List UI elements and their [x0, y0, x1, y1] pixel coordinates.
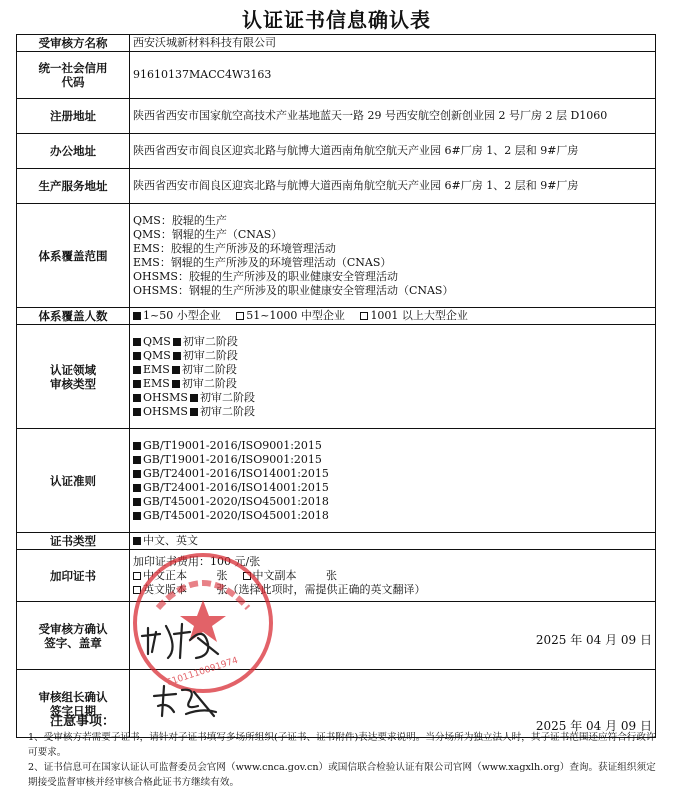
checkbox-checked-icon[interactable] — [173, 338, 181, 346]
checkbox-checked-icon[interactable] — [133, 512, 141, 520]
checkbox-checked-icon[interactable] — [133, 537, 141, 545]
en-copy-note: （选择此项时，需提供正确的英文翻译） — [227, 582, 426, 596]
production-address-text: 陕西省西安市阎良区迎宾北路与航博大道西南角航空航天产业园 6#厂房 1、2 层和 9#厂房 — [133, 179, 579, 192]
row-credit-code — [17, 52, 656, 99]
audit-system: EMS — [143, 376, 170, 390]
audit-stage: 初审二阶段 — [199, 404, 255, 418]
production-address-label: 生产服务地址 — [17, 169, 130, 204]
audit-stage: 初审二阶段 — [199, 390, 255, 404]
extra-cert-label: 加印证书 — [17, 550, 130, 602]
row-production-address — [17, 169, 656, 204]
checkbox-empty-icon[interactable] — [243, 572, 251, 580]
row-reg-address — [17, 99, 656, 134]
audit-stage: 初审二阶段 — [181, 362, 237, 376]
standard-text: GB/T24001-2016/ISO14001:2015 — [143, 480, 329, 494]
audit-type-item[interactable] — [133, 349, 652, 363]
audit-type-label-line2: 审核类型 — [50, 376, 96, 391]
checkbox-empty-icon[interactable] — [236, 312, 244, 320]
scope-list — [130, 204, 656, 308]
checkbox-checked-icon[interactable] — [133, 442, 141, 450]
extra-cert-cn-row — [133, 569, 652, 583]
confirmation-form-table — [16, 34, 656, 738]
auditee-confirm-label-line1: 受审核方确认 — [38, 621, 108, 636]
headcount-option-large[interactable] — [360, 309, 468, 322]
checkbox-checked-icon[interactable] — [133, 380, 141, 388]
row-audit-type — [17, 325, 656, 429]
audit-type-item[interactable] — [133, 335, 652, 349]
extra-cert-options — [130, 550, 656, 602]
audit-type-list — [130, 325, 656, 429]
en-copy-label: 英文版本 — [143, 582, 187, 596]
en-copy-unit: 张 — [216, 582, 228, 596]
standard-text: GB/T19001-2016/ISO9001:2015 — [143, 452, 322, 466]
row-cert-type — [17, 533, 656, 550]
leader-confirm-label-line1: 审核组长确认 — [38, 689, 108, 704]
credit-code-label-line1: 统一社会信用 — [38, 61, 108, 75]
row-auditee — [17, 35, 656, 52]
audit-system: OHSMS — [143, 404, 188, 418]
notes-section — [28, 714, 658, 790]
extra-cert-en-row — [133, 583, 652, 597]
office-address-value — [130, 134, 656, 169]
auditee-date-text: 2025 年 04 月 09 日 — [535, 632, 652, 647]
headcount-options — [130, 308, 656, 325]
checkbox-empty-icon[interactable] — [133, 586, 141, 594]
standard-text: GB/T45001-2020/ISO45001:2018 — [143, 508, 329, 522]
checkbox-checked-icon[interactable] — [133, 498, 141, 506]
headcount-option-label: 1001 以上大型企业 — [370, 309, 468, 322]
row-scope — [17, 204, 656, 308]
scope-item: QMS：钢辊的生产（CNAS） — [133, 227, 283, 241]
checkbox-checked-icon[interactable] — [133, 352, 141, 360]
notes-title: 注意事项： — [50, 714, 116, 729]
auditee-confirm-label — [17, 602, 130, 670]
checkbox-checked-icon[interactable] — [133, 456, 141, 464]
audit-type-item[interactable] — [133, 377, 652, 391]
note-item: 1、受审核方若需要子证书，请针对子证书填写多场所组织(子证书、证书附件)表达要求说明。当分场所为独立法人时，其子证书范围还应符合行政许可要求。 — [28, 732, 656, 758]
audit-stage: 初审二阶段 — [182, 348, 238, 362]
audit-type-item[interactable] — [133, 363, 652, 377]
checkbox-checked-icon[interactable] — [133, 312, 141, 320]
standards-list — [130, 429, 656, 533]
credit-code-label-line2: 代码 — [61, 75, 85, 89]
standard-item[interactable] — [133, 481, 652, 495]
checkbox-checked-icon[interactable] — [133, 470, 141, 478]
row-extra-cert — [17, 550, 656, 602]
scope-item: OHSMS：胶辊的生产所涉及的职业健康安全管理活动 — [133, 269, 398, 283]
cn-dup-unit: 张 — [326, 568, 337, 582]
seal-code: 6101110091974 — [165, 655, 240, 689]
audit-stage: 初审二阶段 — [182, 334, 238, 348]
checkbox-checked-icon[interactable] — [133, 338, 141, 346]
auditee-confirm-date — [130, 602, 656, 670]
cert-type-value[interactable] — [130, 533, 656, 550]
row-auditee-confirm — [17, 602, 656, 670]
headcount-option-label: 51~1000 中型企业 — [246, 309, 345, 322]
audit-system: OHSMS — [143, 390, 188, 404]
checkbox-empty-icon[interactable] — [360, 312, 368, 320]
standard-item[interactable] — [133, 453, 652, 467]
auditee-confirm-label-line2: 签字、盖章 — [44, 635, 102, 650]
headcount-option-label: 1~50 小型企业 — [143, 309, 221, 322]
reg-address-label: 注册地址 — [17, 99, 130, 134]
leader-confirm-label-line2: 签字日期 — [50, 703, 96, 718]
office-address-text: 陕西省西安市阎良区迎宾北路与航博大道西南角航空航天产业园 6#厂房 1、2 层和 9#厂房 — [133, 144, 579, 157]
cert-type-label: 证书类型 — [17, 533, 130, 550]
standard-item[interactable] — [133, 467, 652, 481]
cn-copy-label: 中文正本 — [143, 568, 187, 582]
audit-system: EMS — [143, 362, 170, 376]
row-headcount — [17, 308, 656, 325]
production-address-value — [130, 169, 656, 204]
row-office-address — [17, 134, 656, 169]
scope-item: EMS：钢辊的生产所涉及的环境管理活动（CNAS） — [133, 255, 392, 269]
cert-type-text: 中文、英文 — [143, 534, 198, 547]
audit-type-item[interactable] — [133, 405, 652, 419]
checkbox-checked-icon[interactable] — [172, 380, 180, 388]
audit-type-label — [17, 325, 130, 429]
scope-item: QMS：胶辊的生产 — [133, 213, 227, 227]
scope-item: OHSMS：钢辊的生产所涉及的职业健康安全管理活动（CNAS） — [133, 283, 454, 297]
office-address-label: 办公地址 — [17, 134, 130, 169]
scope-item: EMS：胶辊的生产所涉及的环境管理活动 — [133, 241, 336, 255]
standard-item[interactable] — [133, 495, 652, 509]
standard-text: GB/T24001-2016/ISO14001:2015 — [143, 466, 329, 480]
checkbox-checked-icon[interactable] — [133, 484, 141, 492]
auditee-label: 受审核方名称 — [17, 35, 130, 52]
standard-text: GB/T45001-2020/ISO45001:2018 — [143, 494, 329, 508]
audit-system: QMS — [143, 334, 171, 348]
standard-item[interactable] — [133, 439, 652, 453]
standard-item[interactable] — [133, 509, 652, 523]
credit-code-value: 91610137MACC4W3163 — [130, 52, 656, 99]
row-standards — [17, 429, 656, 533]
checkbox-checked-icon[interactable] — [190, 394, 198, 402]
auditee-value: 西安沃城新材料科技有限公司 — [130, 35, 656, 52]
cn-dup-label: 中文副本 — [252, 568, 297, 582]
checkbox-checked-icon[interactable] — [172, 366, 180, 374]
page-title: 认证证书信息确认表 — [242, 8, 431, 32]
headcount-label: 体系覆盖人数 — [17, 308, 130, 325]
extra-cert-fee: 加印证书费用：100 元/张 — [133, 554, 261, 568]
audit-system: QMS — [143, 348, 171, 362]
note-item: 2、证书信息可在国家认证认可监督委员会官网（www.cnca.gov.cn）或国信联合检验认证有限公司官网（www.xagxlh.org）查询。获证组织须定期接受监督审核并经审核合格此证书方继续有效。 — [28, 762, 656, 788]
checkbox-checked-icon[interactable] — [133, 394, 141, 402]
reg-address-text: 陕西省西安市国家航空高技术产业基地蓝天一路 29 号西安航空创新创业园 2 号厂房 2 层 D1060 — [133, 109, 608, 122]
standards-label: 认证准则 — [17, 429, 130, 533]
checkbox-checked-icon[interactable] — [133, 408, 141, 416]
credit-code-label — [17, 52, 130, 99]
audit-stage: 初审二阶段 — [181, 376, 237, 390]
audit-type-label-line1: 认证领域 — [50, 362, 96, 377]
checkbox-empty-icon[interactable] — [133, 572, 141, 580]
leader-date-text: 2025 年 04 月 09 日 — [535, 719, 652, 733]
checkbox-checked-icon[interactable] — [133, 366, 141, 374]
headcount-option-medium[interactable] — [236, 309, 345, 322]
checkbox-checked-icon[interactable] — [190, 408, 198, 416]
standard-text: GB/T19001-2016/ISO9001:2015 — [143, 438, 322, 452]
cn-copy-unit: 张 — [216, 568, 228, 582]
audit-type-item[interactable] — [133, 391, 652, 405]
reg-address-value — [130, 99, 656, 134]
checkbox-checked-icon[interactable] — [173, 352, 181, 360]
scope-label: 体系覆盖范围 — [17, 204, 130, 308]
headcount-option-small[interactable] — [133, 309, 221, 322]
